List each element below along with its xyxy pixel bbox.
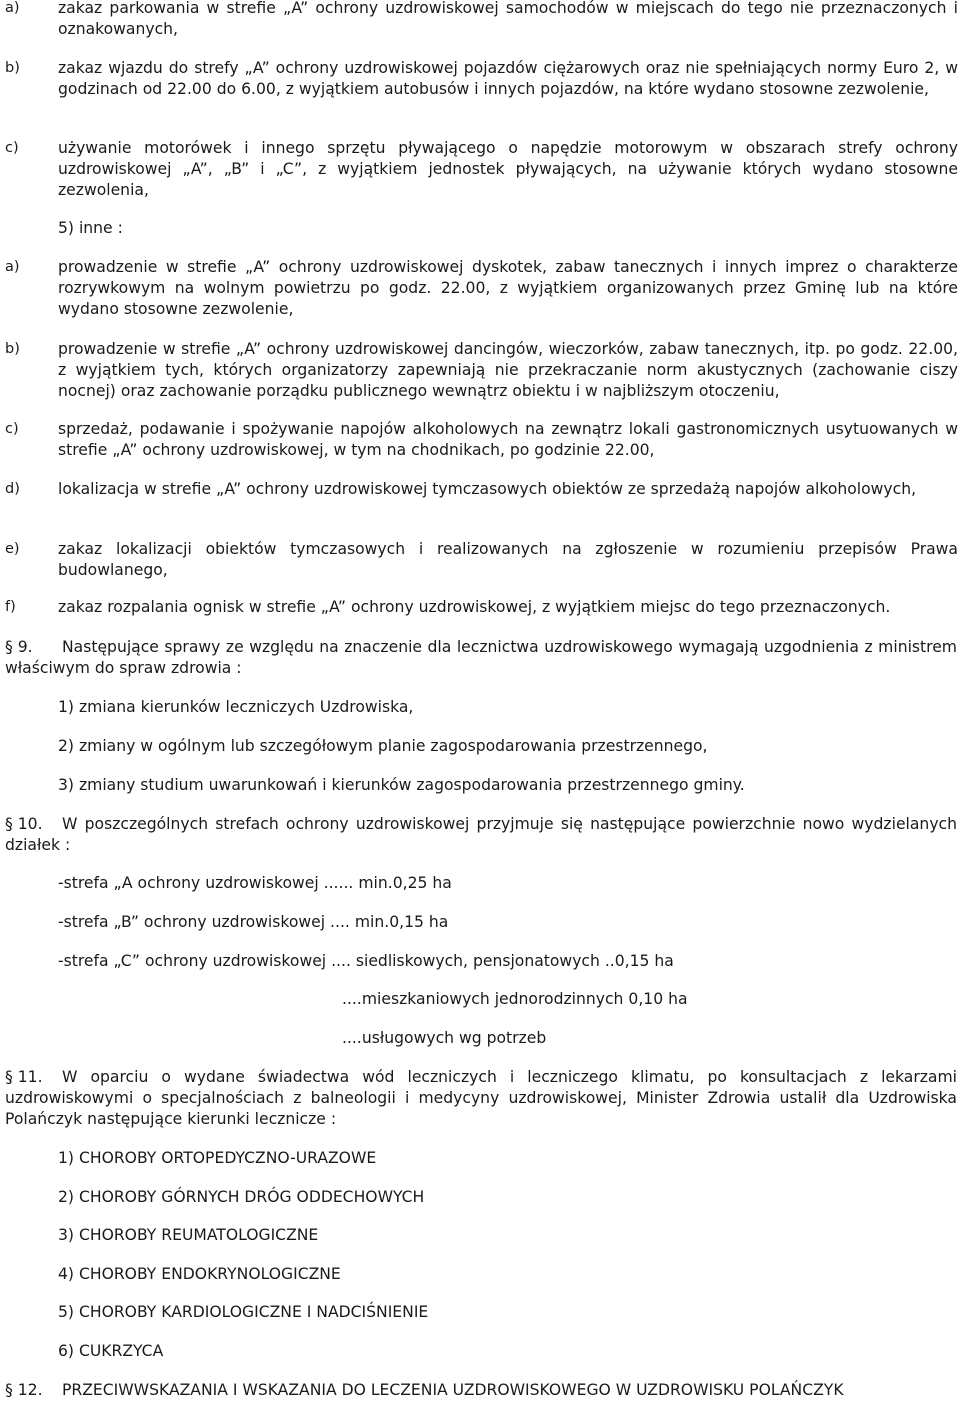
item-text: prowadzenie w strefie „A” ochrony uzdrowiskowej dyskotek, zabaw tanecznych i innych imprez o charakterze rozrywkowym na wolnym powietrzu po godz. 22.00, z wyjątkiem organizowanych przez Gminę lub na które wydano stosowne zezwolenie, [58, 258, 958, 318]
item-text: używanie motorówek i innego sprzętu pływającego o napędzie motorowym w obszarach strefy ochrony uzdrowiskowej „A”, „B” i „C”, z wyjątkiem jednostek pływających, na używanie których wydano stosowne zezwolenia, [58, 139, 958, 199]
section-text: Następujące sprawy ze względu na znaczenie dla lecznictwa uzdrowiskowego wymagają uzgodnienia z ministrem właściwym do spraw zdrowia : [5, 638, 957, 677]
section-text: PRZECIWWSKAZANIA I WSKAZANIA DO LECZENIA UZDROWISKOWEGO W UZDROWISKU POLAŃCZYK [62, 1381, 844, 1399]
section-text: W oparciu o wydane świadectwa wód leczniczych i leczniczego klimatu, po konsultacjach z lekarzami uzdrowiskowymi o specjalnościach z balneologii i medycyny uzdrowiskowej, Minister Zdrowia ustalił dla Uzdrowiska Polańczyk następujące kierunki lecznicze : [5, 1068, 957, 1128]
list-item: 3) zmiany studium uwarunkowań i kierunków zagospodarowania przestrzennego gminy. [58, 776, 745, 794]
item-marker: d) [5, 481, 20, 497]
item-text: zakaz lokalizacji obiektów tymczasowych i realizowanych na zgłoszenie w rozumieniu przepisów Prawa budowlanego, [58, 540, 958, 579]
item-text: zakaz wjazdu do strefy „A” ochrony uzdrowiskowej pojazdów ciężarowych oraz nie spełniających normy Euro 2, w godzinach od 22.00 do 6.00, z wyjątkiem autobusów i innych pojazdów, na które wydano stosowne zezwolenie, [58, 59, 958, 98]
section-text: W poszczególnych strefach ochrony uzdrowiskowej przyjmuje się następujące powierzchnie nowo wydzielanych działek : [5, 815, 957, 854]
item-text: zakaz parkowania w strefie „A” ochrony uzdrowiskowej samochodów w miejscach do tego nie przeznaczonych i oznakowanych, [58, 0, 958, 38]
list-item: 4) CHOROBY ENDOKRYNOLOGICZNE [58, 1265, 341, 1283]
item-marker: c) [5, 140, 19, 156]
item-marker: e) [5, 541, 20, 557]
item-marker: a) [5, 0, 20, 16]
list-item: -strefa „A ochrony uzdrowiskowej ...... min.0,25 ha [58, 874, 452, 892]
subsection-heading: 5) inne : [58, 219, 123, 237]
list-item: 6) CUKRZYCA [58, 1342, 164, 1360]
list-item: 5) CHOROBY KARDIOLOGICZNE I NADCIŚNIENIE [58, 1303, 429, 1321]
section-symbol: § 12. [5, 1381, 43, 1399]
list-item: 1) zmiana kierunków leczniczych Uzdrowiska, [58, 698, 414, 716]
item-text: prowadzenie w strefie „A” ochrony uzdrowiskowej dancingów, wieczorków, zabaw tanecznych, itp. po godz. 22.00, z wyjątkiem tych, których organizatorzy zapewniają nie przekraczanie norm akustycznych (zachowanie ciszy nocnej) oraz zachowanie porządku publicznego wewnątrz obiektu i w najbliższym otoczeniu, [58, 340, 958, 400]
list-item: 2) zmiany w ogólnym lub szczegółowym planie zagospodarowania przestrzennego, [58, 737, 708, 755]
section-10-paragraph [5, 814, 957, 856]
list-item: 2) CHOROBY GÓRNYCH DRÓG ODDECHOWYCH [58, 1188, 425, 1206]
item-text: sprzedaż, podawanie i spożywanie napojów alkoholowych na zewnątrz lokali gastronomicznych usytuowanych w strefie „A” ochrony uzdrowiskowej, w tym na chodnikach, po godzinie 22.00, [58, 420, 958, 459]
item-marker: a) [5, 259, 20, 275]
item-marker: b) [5, 60, 20, 76]
list-sub-item: ....mieszkaniowych jednorodzinnych 0,10 ha [342, 990, 688, 1008]
item-text: lokalizacja w strefie „A” ochrony uzdrowiskowej tymczasowych obiektów ze sprzedażą napojów alkoholowych, [58, 480, 917, 498]
section-11-paragraph [5, 1067, 957, 1130]
section-symbol: § 9. [5, 638, 33, 656]
item-marker: b) [5, 341, 20, 357]
list-item: 1) CHOROBY ORTOPEDYCZNO-URAZOWE [58, 1149, 377, 1167]
list-sub-item: ....usługowych wg potrzeb [342, 1029, 547, 1047]
list-item: -strefa „B” ochrony uzdrowiskowej .... min.0,15 ha [58, 913, 449, 931]
list-item: 3) CHOROBY REUMATOLOGICZNE [58, 1226, 319, 1244]
section-12-paragraph [5, 1380, 957, 1401]
list-item: -strefa „C” ochrony uzdrowiskowej .... siedliskowych, pensjonatowych ..0,15 ha [58, 952, 674, 970]
item-text: zakaz rozpalania ognisk w strefie „A” ochrony uzdrowiskowej, z wyjątkiem miejsc do tego przeznaczonych. [58, 598, 891, 616]
section-symbol: § 10. [5, 815, 43, 833]
section-symbol: § 11. [5, 1068, 43, 1086]
item-marker: f) [5, 599, 16, 615]
item-marker: c) [5, 421, 19, 437]
section-9-paragraph [5, 637, 957, 679]
